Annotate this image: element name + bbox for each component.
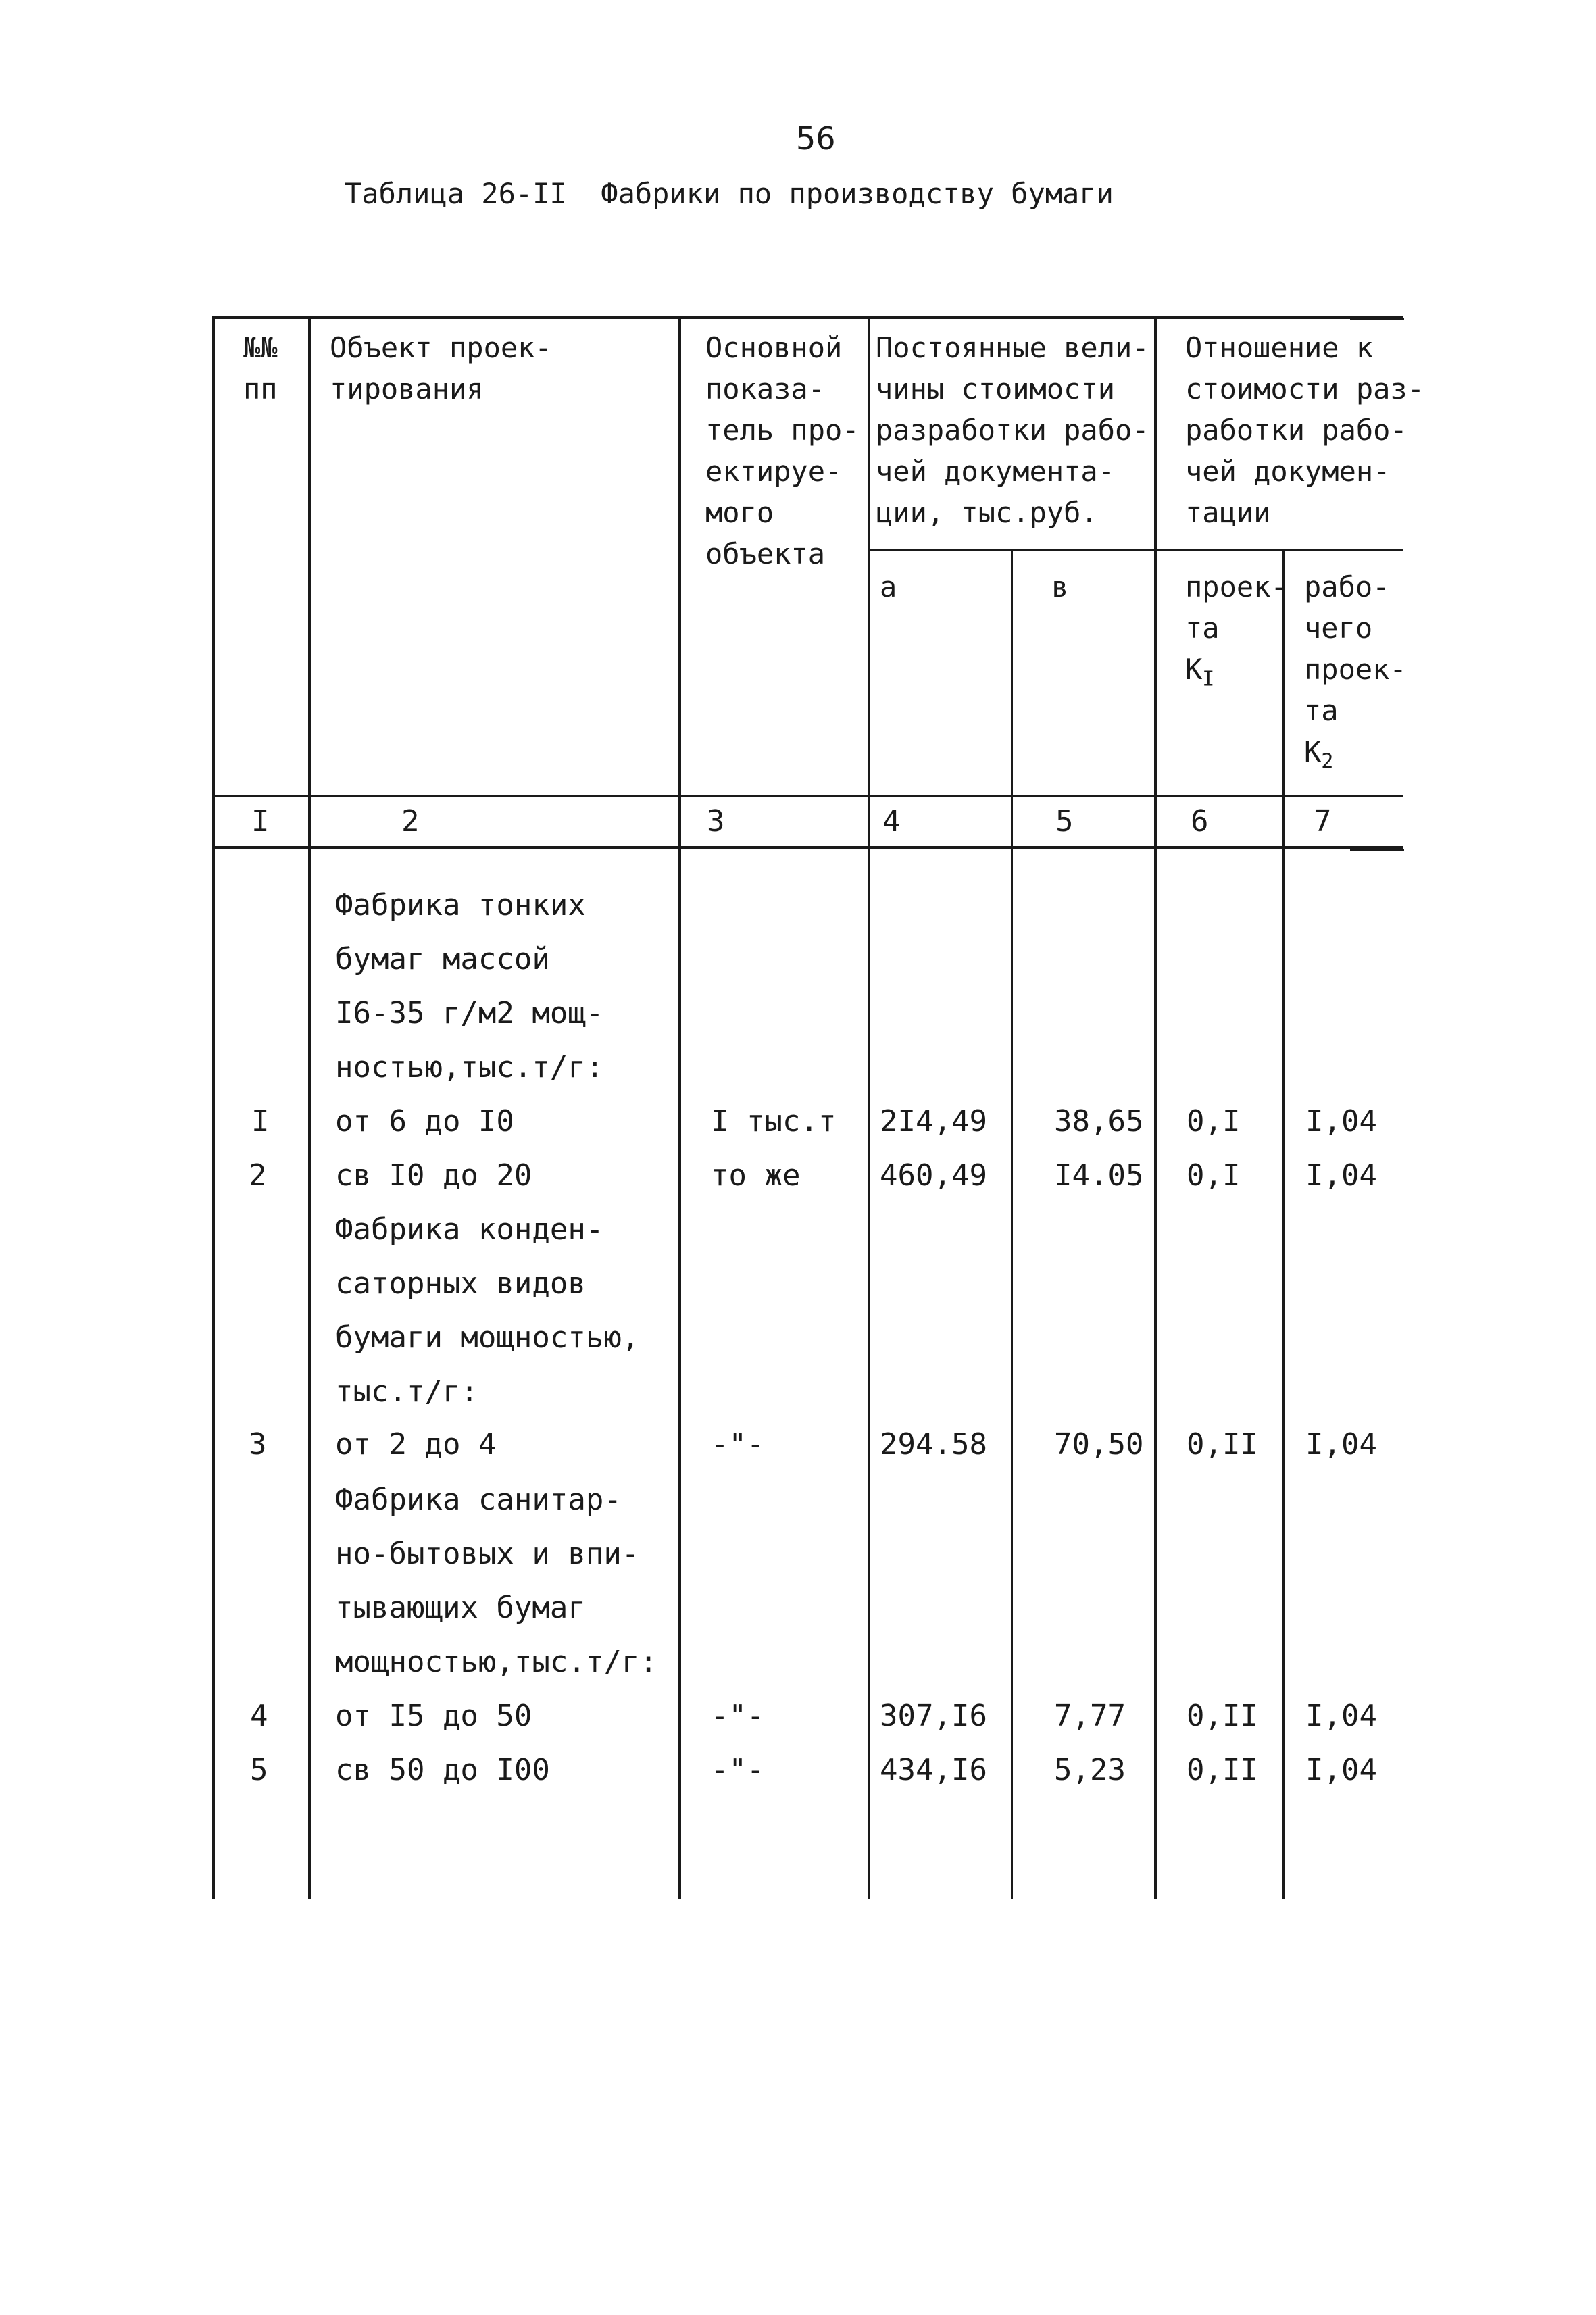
col-number: 7 xyxy=(1314,804,1332,839)
row-indicator: I тыс.т xyxy=(711,1104,837,1139)
row-indicator: то же xyxy=(711,1158,801,1193)
col-number: 3 xyxy=(707,804,725,839)
col-number: 5 xyxy=(1055,804,1074,839)
col-number: I xyxy=(251,804,270,839)
header-k2: рабо- чего проек- та $К_2$ xyxy=(1304,570,1407,774)
header-cost-ratio: Отношение к стоимости раз- работки рабо- чей докумен- тации xyxy=(1185,331,1425,529)
header-constant-values: Постоянные вели- чины стоимости разработки рабо- чей документа- ции, тыс.руб. xyxy=(876,331,1149,529)
row-value-b: 7,77 xyxy=(1054,1699,1126,1733)
row-object: от I5 до 50 xyxy=(335,1699,532,1733)
page-number: 56 xyxy=(796,120,836,157)
row-object: от 2 до 4 xyxy=(335,1427,497,1462)
row-value-a: 2I4,49 xyxy=(880,1104,987,1139)
row-value-b: I4.05 xyxy=(1054,1158,1144,1193)
row-value-a: 294.58 xyxy=(880,1427,987,1462)
row-k1: 0,I xyxy=(1187,1104,1241,1139)
row-object: св I0 до 20 xyxy=(335,1158,532,1193)
row-k2: I,04 xyxy=(1305,1753,1377,1787)
row-indicator: -"- xyxy=(711,1753,765,1787)
row-value-a: 307,I6 xyxy=(880,1699,987,1733)
row-indicator: -"- xyxy=(711,1427,765,1462)
row-value-b: 38,65 xyxy=(1054,1104,1144,1139)
header-number: №№ пп xyxy=(243,331,278,405)
header-indicator: Основной показа- тель про- ектируе- мого объекта xyxy=(705,331,859,570)
col-number: 2 xyxy=(401,804,420,839)
section-heading: Фабрика конден- саторных видов бумаги мощностью, тыс.т/г: xyxy=(335,1212,640,1409)
row-k2: I,04 xyxy=(1305,1104,1377,1139)
table-title: Таблица 26-II Фабрики по производству бумаги xyxy=(345,177,1114,210)
header-k1: проек- та $К_I$ xyxy=(1185,570,1288,691)
row-number: 4 xyxy=(250,1699,268,1733)
header-col-b: в xyxy=(1051,570,1069,603)
section-heading: Фабрика санитар- но-бытовых и впи- тывающих бумаг мощностью,тыс.т/г: xyxy=(335,1483,657,1679)
header-col-a: а xyxy=(880,570,897,603)
row-k2: I,04 xyxy=(1305,1427,1377,1462)
row-k1: 0,II xyxy=(1187,1699,1258,1733)
row-number: 2 xyxy=(249,1158,267,1193)
row-k1: 0,II xyxy=(1187,1753,1258,1787)
row-k1: 0,II xyxy=(1187,1427,1258,1462)
row-indicator: -"- xyxy=(711,1699,765,1733)
col-number: 6 xyxy=(1191,804,1209,839)
row-number: 5 xyxy=(250,1753,268,1787)
col-number: 4 xyxy=(882,804,901,839)
row-value-a: 460,49 xyxy=(880,1158,987,1193)
row-object: св 50 до I00 xyxy=(335,1753,550,1787)
row-number: I xyxy=(251,1104,270,1139)
row-number: 3 xyxy=(249,1427,267,1462)
row-value-b: 5,23 xyxy=(1054,1753,1126,1787)
header-object: Объект проек- тирования xyxy=(330,331,552,405)
row-value-b: 70,50 xyxy=(1054,1427,1144,1462)
row-value-a: 434,I6 xyxy=(880,1753,987,1787)
row-object: от 6 до I0 xyxy=(335,1104,514,1139)
row-k2: I,04 xyxy=(1305,1699,1377,1733)
section-heading: Фабрика тонких бумаг массой I6-35 г/м2 мощ- ностью,тыс.т/г: xyxy=(335,888,604,1085)
row-k1: 0,I xyxy=(1187,1158,1241,1193)
row-k2: I,04 xyxy=(1305,1158,1377,1193)
